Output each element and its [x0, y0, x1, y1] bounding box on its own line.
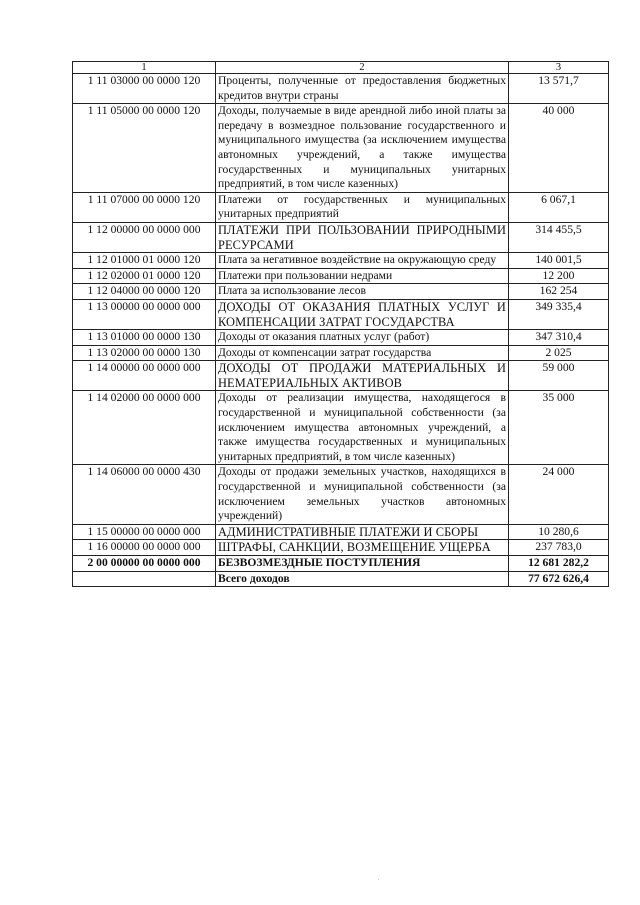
revenue-name: Платежи от государственных и муниципальных унитарных предприятий — [216, 192, 509, 222]
revenue-name: ШТРАФЫ, САНКЦИИ, ВОЗМЕЩЕНИЕ УЩЕРБА — [216, 540, 509, 556]
revenue-code: 1 13 01000 00 0000 130 — [73, 330, 216, 346]
revenue-amount: 40 000 — [509, 104, 609, 193]
table-row — [73, 391, 609, 465]
table-row — [73, 524, 609, 540]
revenue-code: 1 14 06000 00 0000 430 — [73, 465, 216, 524]
revenue-name: Доходы от реализации имущества, находящегося в государственной и муниципальной собственности (за исключением имущества автономных учреждений, а также имущества государственных и муниципальных унитарных предприятий, в том числе казенных) — [216, 391, 509, 465]
revenue-name: Проценты, полученные от предоставления бюджетных кредитов внутри страны — [216, 74, 509, 104]
revenue-amount: 347 310,4 — [509, 330, 609, 346]
revenue-amount: 314 455,5 — [509, 222, 609, 252]
table-row — [73, 345, 609, 361]
revenue-code: 1 11 05000 00 0000 120 — [73, 104, 216, 193]
revenue-amount: 6 067,1 — [509, 192, 609, 222]
revenue-name: Доходы от оказания платных услуг (работ) — [216, 330, 509, 346]
revenue-code: 1 16 00000 00 0000 000 — [73, 540, 216, 556]
revenue-amount: 24 000 — [509, 465, 609, 524]
revenue-name: Плата за негативное воздействие на окружающую среду — [216, 253, 509, 269]
table-row — [73, 268, 609, 284]
revenue-code: 2 00 00000 00 0000 000 — [73, 556, 216, 572]
revenue-code — [73, 571, 216, 587]
document-page — [72, 61, 608, 587]
table-row — [73, 74, 609, 104]
revenue-code: 1 12 02000 01 0000 120 — [73, 268, 216, 284]
table-row — [73, 556, 609, 572]
revenue-code: 1 11 03000 00 0000 120 — [73, 74, 216, 104]
table-row — [73, 299, 609, 329]
revenue-name: Плата за использование лесов — [216, 284, 509, 300]
revenue-code: 1 14 00000 00 0000 000 — [73, 361, 216, 391]
revenue-code: 1 12 04000 00 0000 120 — [73, 284, 216, 300]
table-row — [73, 104, 609, 193]
revenue-name: Доходы, получаемые в виде арендной либо иной платы за передачу в возмездное пользование государственного и муниципального имущества (за исключением имущества автономных учреждений, а также имущества государственных и муниципальных унитарных предприятий, в том числе казенных) — [216, 104, 509, 193]
table-row — [73, 253, 609, 269]
table-row — [73, 192, 609, 222]
revenue-name: Доходы от компенсации затрат государства — [216, 345, 509, 361]
table-header-row — [73, 62, 609, 74]
table-row — [73, 571, 609, 587]
revenue-code: 1 14 02000 00 0000 000 — [73, 391, 216, 465]
revenue-amount: 59 000 — [509, 361, 609, 391]
revenue-amount: 237 783,0 — [509, 540, 609, 556]
revenue-name: ПЛАТЕЖИ ПРИ ПОЛЬЗОВАНИИ ПРИРОДНЫМИ РЕСУРСАМИ — [216, 222, 509, 252]
revenue-name: Платежи при пользовании недрами — [216, 268, 509, 284]
revenue-amount: 12 200 — [509, 268, 609, 284]
column-number-3: 3 — [509, 62, 609, 74]
revenue-amount: 13 571,7 — [509, 74, 609, 104]
revenue-code: 1 15 00000 00 0000 000 — [73, 524, 216, 540]
table-row — [73, 540, 609, 556]
revenue-name: Всего доходов — [216, 571, 509, 587]
table-row — [73, 330, 609, 346]
column-number-2: 2 — [216, 62, 509, 74]
revenue-name: БЕЗВОЗМЕЗДНЫЕ ПОСТУПЛЕНИЯ — [216, 556, 509, 572]
revenue-amount: 140 001,5 — [509, 253, 609, 269]
table-row — [73, 465, 609, 524]
revenue-amount: 10 280,6 — [509, 524, 609, 540]
table-row — [73, 361, 609, 391]
revenue-amount: 162 254 — [509, 284, 609, 300]
revenue-code: 1 12 00000 00 0000 000 — [73, 222, 216, 252]
revenue-amount: 77 672 626,4 — [509, 571, 609, 587]
revenue-name: АДМИНИСТРАТИВНЫЕ ПЛАТЕЖИ И СБОРЫ — [216, 524, 509, 540]
column-number-1: 1 — [73, 62, 216, 74]
revenue-code: 1 13 02000 00 0000 130 — [73, 345, 216, 361]
revenue-name: ДОХОДЫ ОТ ПРОДАЖИ МАТЕРИАЛЬНЫХ И НЕМАТЕРИАЛЬНЫХ АКТИВОВ — [216, 361, 509, 391]
revenue-amount: 349 335,4 — [509, 299, 609, 329]
revenue-code: 1 12 01000 01 0000 120 — [73, 253, 216, 269]
revenue-amount: 2 025 — [509, 345, 609, 361]
revenue-amount: 35 000 — [509, 391, 609, 465]
revenue-code: 1 13 00000 00 0000 000 — [73, 299, 216, 329]
revenue-table — [72, 61, 609, 587]
revenue-amount: 12 681 282,2 — [509, 556, 609, 572]
table-row — [73, 284, 609, 300]
revenue-name: Доходы от продажи земельных участков, находящихся в государственной и муниципальной собственности (за исключением земельных участков автономных учреждений) — [216, 465, 509, 524]
revenue-code: 1 11 07000 00 0000 120 — [73, 192, 216, 222]
revenue-name: ДОХОДЫ ОТ ОКАЗАНИЯ ПЛАТНЫХ УСЛУГ И КОМПЕНСАЦИИ ЗАТРАТ ГОСУДАРСТВА — [216, 299, 509, 329]
table-row — [73, 222, 609, 252]
page-footer-mark: . — [378, 876, 380, 882]
